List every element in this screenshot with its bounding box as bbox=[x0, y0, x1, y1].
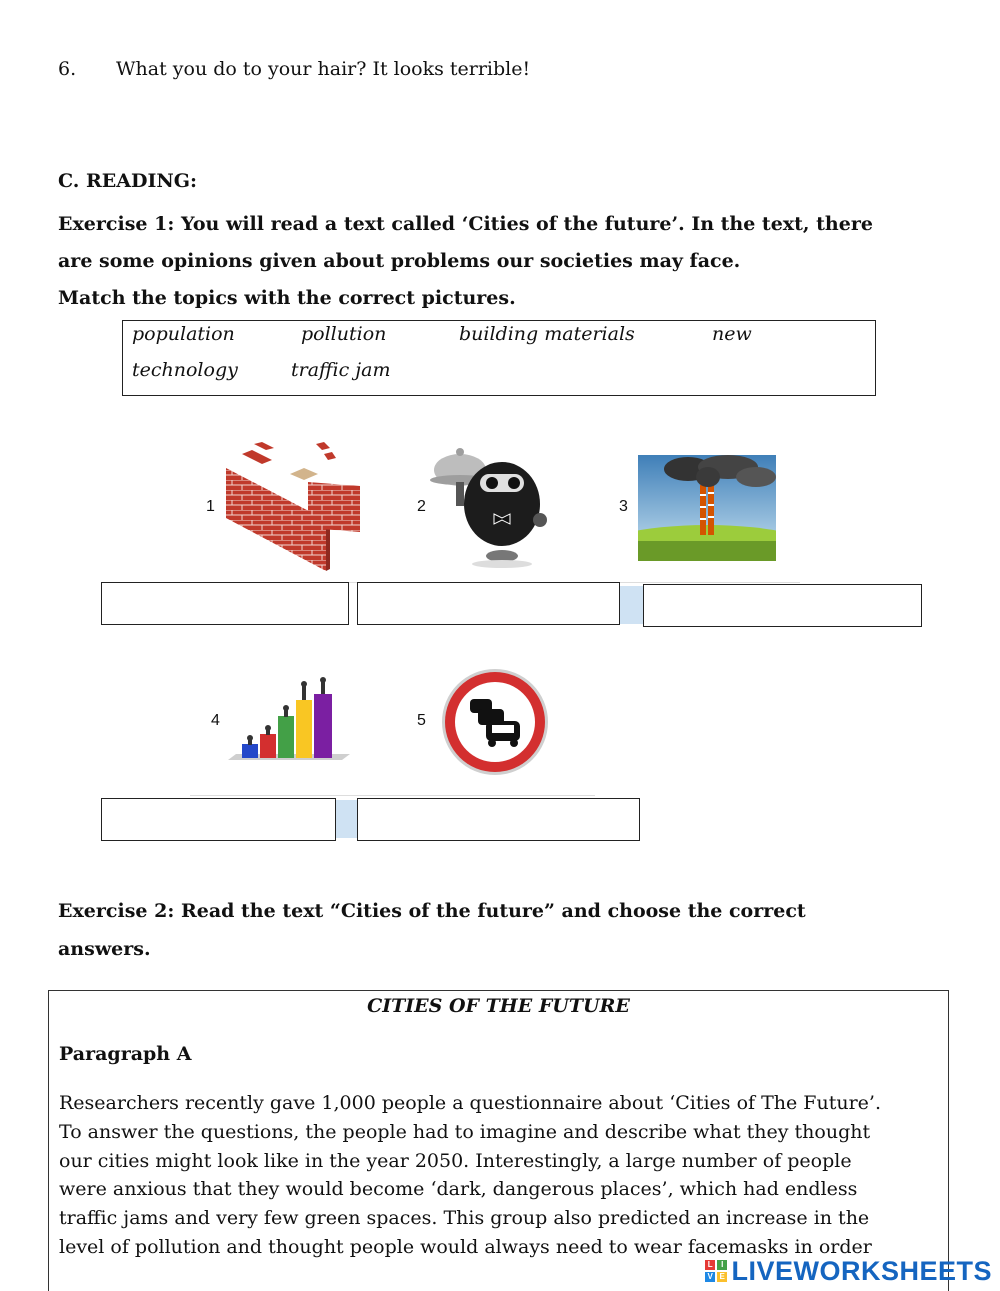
exercise-2-line-1: Exercise 2: Read the text “Cities of the future” and choose the correct bbox=[58, 900, 806, 922]
picture-number-5: 5 bbox=[417, 712, 426, 729]
picture-number-4: 4 bbox=[211, 712, 220, 729]
population-bar bbox=[314, 694, 332, 758]
answer-box-2[interactable] bbox=[357, 582, 620, 625]
answer-box-gap bbox=[333, 800, 359, 838]
robot-waiter-image bbox=[430, 440, 558, 572]
paragraph-body bbox=[59, 1089, 939, 1262]
answer-box-1[interactable] bbox=[101, 582, 349, 625]
topic-technology: technology bbox=[132, 359, 238, 381]
paragraph-line: traffic jams and very few green spaces. This group also predicted an increase in the bbox=[59, 1207, 870, 1230]
logo-mark-icon: L I V E bbox=[705, 1260, 727, 1282]
paragraph-line: were anxious that they would become ‘dark, dangerous places’, which had endless bbox=[59, 1178, 858, 1201]
question-number: 6. bbox=[58, 58, 77, 80]
picture-number-1: 1 bbox=[206, 498, 215, 515]
topic-building-materials: building materials bbox=[459, 323, 635, 345]
population-bar bbox=[242, 744, 258, 758]
exercise-1-line-3: Match the topics with the correct pictures. bbox=[58, 287, 516, 309]
answer-input-4[interactable] bbox=[102, 799, 335, 840]
paragraph-line: To answer the questions, the people had to imagine and describe what they thought bbox=[59, 1120, 871, 1143]
exercise-1-instructions bbox=[58, 206, 938, 317]
topic-traffic-jam: traffic jam bbox=[291, 359, 391, 381]
exercise-2-line-2: answers. bbox=[58, 938, 151, 960]
liveworksheets-logo bbox=[705, 1256, 992, 1286]
population-bar-graph-image bbox=[222, 670, 354, 766]
topic-word-box bbox=[122, 320, 876, 396]
section-heading: C. READING: bbox=[58, 170, 198, 192]
image-strip-shadow bbox=[190, 795, 595, 796]
answer-box-5[interactable] bbox=[357, 798, 640, 841]
answer-box-3[interactable] bbox=[643, 584, 922, 627]
exercise-1-line-1: Exercise 1: You will read a text called ‘Cities of the future’. In the text, there bbox=[58, 213, 873, 235]
exercise-1-line-2: are some opinions given about problems our societies may face. bbox=[58, 250, 741, 272]
paragraph-line: our cities might look like in the year 2050. Interestingly, a large number of people bbox=[59, 1149, 852, 1172]
paragraph-line: level of pollution and thought people would always need to wear facemasks in order bbox=[59, 1235, 872, 1258]
question-text: What you do to your hair? It looks terrible! bbox=[116, 58, 531, 80]
topic-pollution: pollution bbox=[301, 323, 387, 345]
population-bar bbox=[278, 716, 294, 758]
paragraph-line: Researchers recently gave 1,000 people a questionnaire about ‘Cities of The Future’. bbox=[59, 1092, 881, 1114]
topic-population: population bbox=[132, 323, 235, 345]
population-bar bbox=[260, 734, 276, 758]
answer-input-3[interactable] bbox=[644, 585, 921, 626]
passage-title: CITIES OF THE FUTURE bbox=[367, 995, 630, 1017]
picture-number-2: 2 bbox=[417, 498, 426, 515]
question-6 bbox=[58, 58, 530, 80]
paragraph-heading: Paragraph A bbox=[59, 1043, 192, 1065]
answer-input-1[interactable] bbox=[102, 583, 348, 624]
topic-new: new bbox=[712, 323, 752, 345]
reading-passage bbox=[48, 990, 949, 1291]
pollution-factory-image bbox=[638, 455, 776, 561]
picture-number-3: 3 bbox=[619, 498, 628, 515]
brick-wall-image bbox=[222, 440, 364, 572]
logo-text: LIVEWORKSHEETS bbox=[731, 1255, 992, 1286]
traffic-jam-sign-image bbox=[440, 667, 550, 777]
answer-box-4[interactable] bbox=[101, 798, 336, 841]
answer-input-5[interactable] bbox=[358, 799, 639, 840]
answer-input-2[interactable] bbox=[358, 583, 619, 624]
exercise-2-instructions bbox=[58, 892, 938, 968]
population-bar bbox=[296, 700, 312, 758]
